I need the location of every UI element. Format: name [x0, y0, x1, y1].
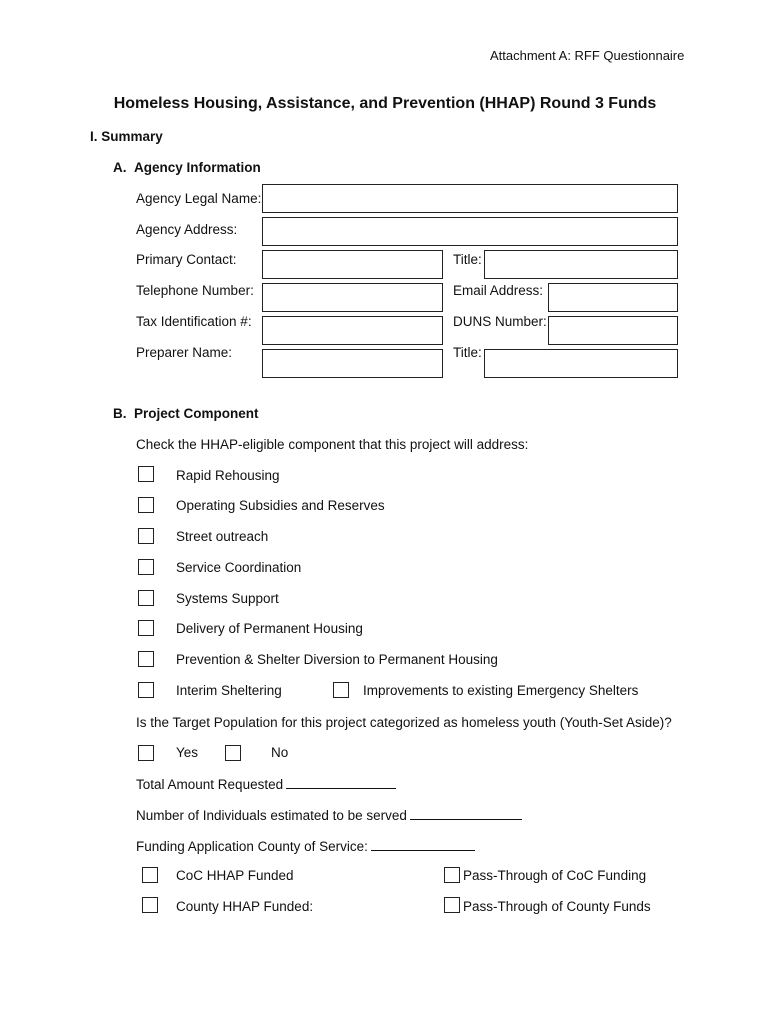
checkbox-service-coordination[interactable] [138, 559, 154, 575]
individuals-blank[interactable] [410, 807, 522, 820]
component-label: Rapid Rehousing [176, 468, 280, 483]
component-label: Service Coordination [176, 560, 302, 575]
title-field[interactable] [484, 250, 678, 279]
preparer-title-field[interactable] [484, 349, 678, 378]
checkbox-youth-yes[interactable] [138, 745, 154, 761]
document-title: Homeless Housing, Assistance, and Prevention (HHAP) Round 3 Funds [113, 95, 657, 112]
checkbox-prevention-diversion[interactable] [138, 651, 154, 667]
checkbox-passthrough-county[interactable] [444, 897, 460, 913]
tax-id-label: Tax Identification #: [136, 314, 252, 329]
county-service-label: Funding Application County of Service: [136, 839, 368, 854]
agency-legal-name-field[interactable] [262, 184, 678, 213]
checkbox-systems-support[interactable] [138, 590, 154, 606]
agency-info-heading: A. Agency Information [113, 160, 261, 175]
component-label: Delivery of Permanent Housing [176, 621, 363, 636]
component-label: Systems Support [176, 591, 279, 606]
county-service-row [136, 838, 475, 854]
tax-id-field[interactable] [262, 316, 443, 345]
preparer-name-field[interactable] [262, 349, 443, 378]
checkbox-county-funded[interactable] [142, 897, 158, 913]
passthrough-coc-label: Pass-Through of CoC Funding [463, 868, 647, 883]
primary-contact-field[interactable] [262, 250, 443, 279]
component-label: Prevention & Shelter Diversion to Permanent Housing [176, 652, 498, 667]
total-amount-blank[interactable] [286, 776, 396, 789]
component-label: Operating Subsidies and Reserves [176, 498, 385, 513]
component-instruction: Check the HHAP-eligible component that this project will address: [136, 437, 529, 452]
individuals-label: Number of Individuals estimated to be served [136, 808, 407, 823]
preparer-name-label: Preparer Name: [136, 345, 233, 360]
email-field[interactable] [548, 283, 678, 312]
checkbox-street-outreach[interactable] [138, 528, 154, 544]
youth-question: Is the Target Population for this project categorized as homeless youth (Youth-Set Aside)? [136, 715, 672, 730]
email-label: Email Address: [453, 283, 544, 298]
total-amount-row [136, 776, 396, 792]
component-label: Street outreach [176, 529, 269, 544]
duns-label: DUNS Number: [453, 314, 547, 329]
component-label: Interim Sheltering [176, 683, 282, 698]
agency-address-label: Agency Address: [136, 222, 238, 237]
agency-legal-name-label: Agency Legal Name: [136, 191, 262, 206]
checkbox-emergency-shelters[interactable] [333, 682, 349, 698]
agency-address-field[interactable] [262, 217, 678, 246]
individuals-row [136, 807, 522, 823]
county-service-blank[interactable] [371, 838, 475, 851]
checkbox-youth-no[interactable] [225, 745, 241, 761]
checkbox-rapid-rehousing[interactable] [138, 466, 154, 482]
checkbox-permanent-housing[interactable] [138, 620, 154, 636]
project-component-heading: B. Project Component [113, 406, 259, 421]
total-amount-label: Total Amount Requested [136, 777, 284, 792]
duns-field[interactable] [548, 316, 678, 345]
attachment-label: Attachment A: RFF Questionnaire [490, 48, 685, 63]
checkbox-coc-funded[interactable] [142, 867, 158, 883]
primary-contact-label: Primary Contact: [136, 252, 237, 267]
yes-label: Yes [176, 745, 199, 760]
component-label: Improvements to existing Emergency Shelters [363, 683, 639, 698]
no-label: No [271, 745, 289, 760]
checkbox-passthrough-coc[interactable] [444, 867, 460, 883]
coc-funded-label: CoC HHAP Funded [176, 868, 294, 883]
checkbox-interim-sheltering[interactable] [138, 682, 154, 698]
section-summary-heading: I. Summary [90, 129, 163, 144]
passthrough-county-label: Pass-Through of County Funds [463, 899, 651, 914]
telephone-field[interactable] [262, 283, 443, 312]
title-label: Title: [453, 252, 482, 267]
telephone-label: Telephone Number: [136, 283, 254, 298]
county-funded-label: County HHAP Funded: [176, 899, 314, 914]
checkbox-operating-subsidies[interactable] [138, 497, 154, 513]
preparer-title-label: Title: [453, 345, 482, 360]
